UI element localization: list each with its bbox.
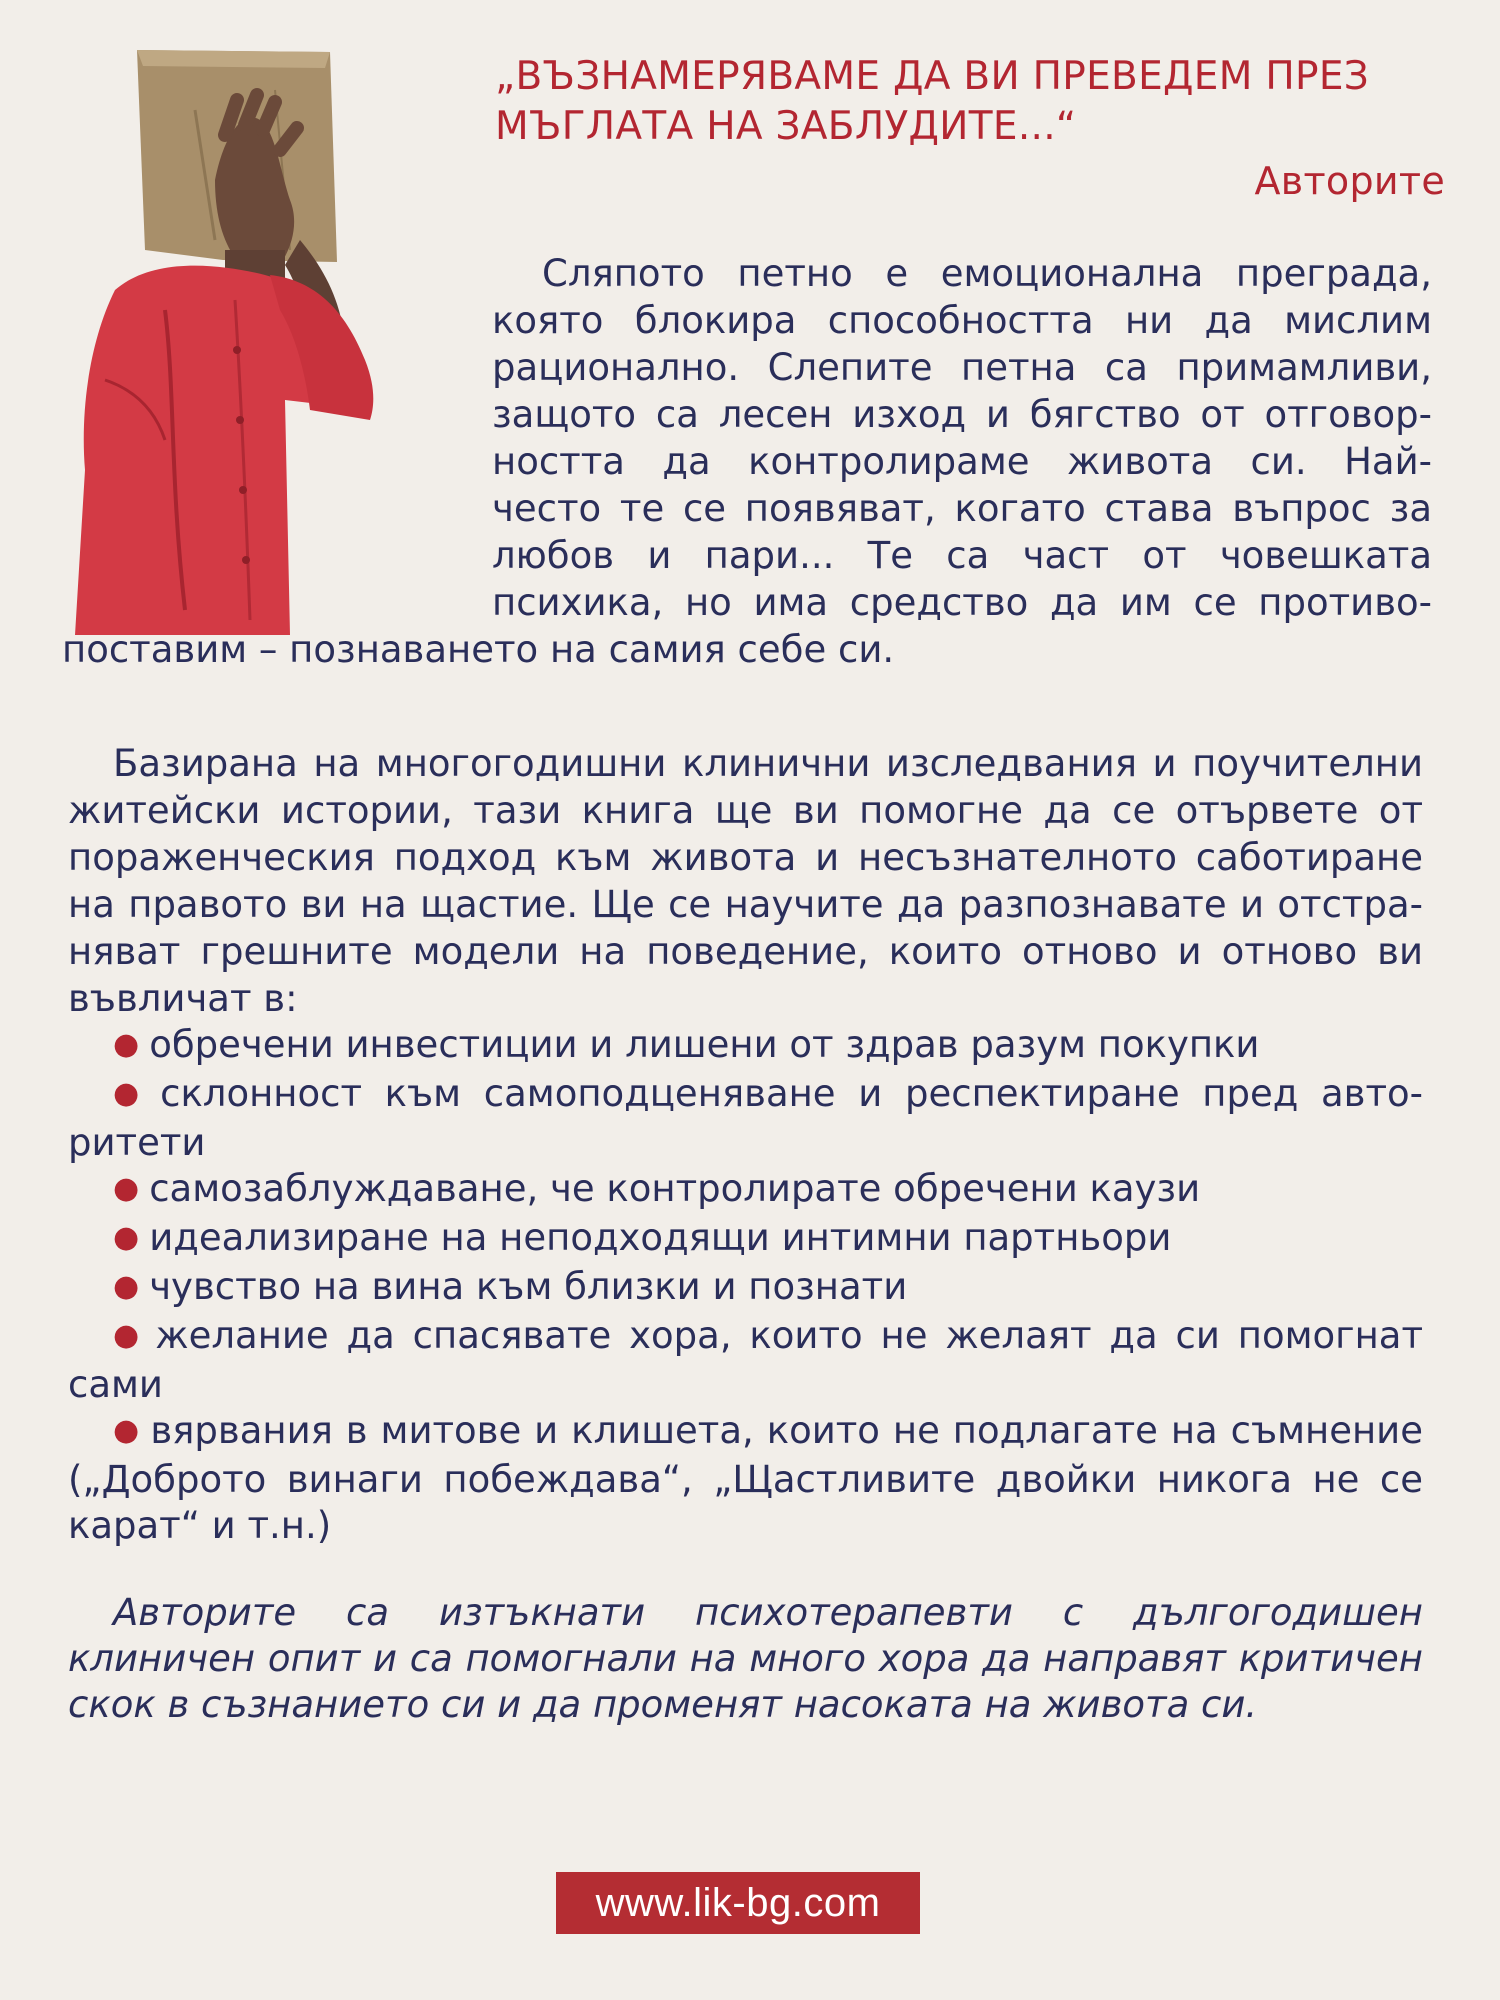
bullet-icon: ● <box>113 1171 140 1206</box>
bullet-icon: ● <box>113 1413 141 1448</box>
description-paragraph: Базирана на многогодишни клинични изследвания и поучителни житейски истории, тази книга ще ви помогне да се отървете от пораженческия подход към живота и несъзнателното саботиране на правото ви на щастие. Ще се научите да разпознавате и отстра-няват грешните модели на поведение, които отново и отново ви въвличат в: <box>68 742 1423 1020</box>
intro-line: психика, но има средство да им се противо- <box>492 581 1432 624</box>
list-item-text: обречени инвестиции и лишени от здрав разум покупки <box>149 1023 1260 1066</box>
intro-line: която блокира способността ни да мислим <box>492 299 1432 342</box>
intro-line: поставим – познаването на самия себе си. <box>62 628 895 671</box>
intro-paragraph <box>62 250 1432 673</box>
list-item <box>68 1071 1423 1166</box>
list-item <box>68 1264 1423 1313</box>
intro-line: защото са лесен изход и бягство от отговор- <box>492 393 1432 436</box>
list-item-text: склонност към самоподценяване и респектиране пред авто-ритети <box>68 1072 1423 1164</box>
list-item-text: самозаблуждаване, че контролирате обречени каузи <box>149 1167 1201 1210</box>
quote-attribution: Авторите <box>1254 159 1445 203</box>
list-item-text: идеализиране на неподходящи интимни партньори <box>149 1216 1172 1259</box>
bullet-icon: ● <box>113 1220 140 1255</box>
list-item-text: желание да спасявате хора, които не желаят да си помогнат сами <box>68 1314 1423 1406</box>
pattern-list <box>68 1022 1423 1549</box>
bullet-icon: ● <box>113 1076 151 1111</box>
list-item <box>68 1215 1423 1264</box>
intro-line: ността да контролираме живота си. Най- <box>492 440 1432 483</box>
about-authors-paragraph: Авторите са изтъкнати психотерапевти с дългогодишен клиничен опит и са помогнали на много хора да направят критичен скок в съзнанието си и да променят насоката на живота си. <box>68 1591 1423 1726</box>
list-item <box>68 1022 1423 1071</box>
bullet-icon: ● <box>113 1269 140 1304</box>
publisher-website-link[interactable]: www.lik-bg.com <box>556 1872 920 1934</box>
quote-line-2: МЪГЛАТА НА ЗАБЛУДИТЕ...“ <box>495 104 1077 149</box>
list-item <box>68 1408 1423 1549</box>
bullet-icon: ● <box>113 1027 140 1062</box>
intro-line: Сляпото петно е емоционална преграда, <box>542 252 1432 295</box>
list-item <box>68 1166 1423 1215</box>
epigraph-quote <box>495 52 1445 203</box>
intro-line: любов и пари... Те са част от човешката <box>492 534 1432 577</box>
list-item-text: вярвания в митове и клишета, които не подлагате на съмнение („Доброто винаги побеждава“, „Щастливите двойки никога не се карат“ и т.н.) <box>68 1409 1423 1547</box>
intro-line: често те се появяват, когато става въпрос за <box>492 487 1432 530</box>
quote-line-1: „ВЪЗНАМЕРЯВАМЕ ДА ВИ ПРЕВЕДЕМ ПРЕЗ <box>495 54 1370 99</box>
list-item <box>68 1313 1423 1408</box>
intro-line: рационално. Слепите петна са примамливи, <box>492 346 1432 389</box>
bullet-icon: ● <box>113 1318 146 1353</box>
list-item-text: чувство на вина към близки и познати <box>149 1265 908 1308</box>
